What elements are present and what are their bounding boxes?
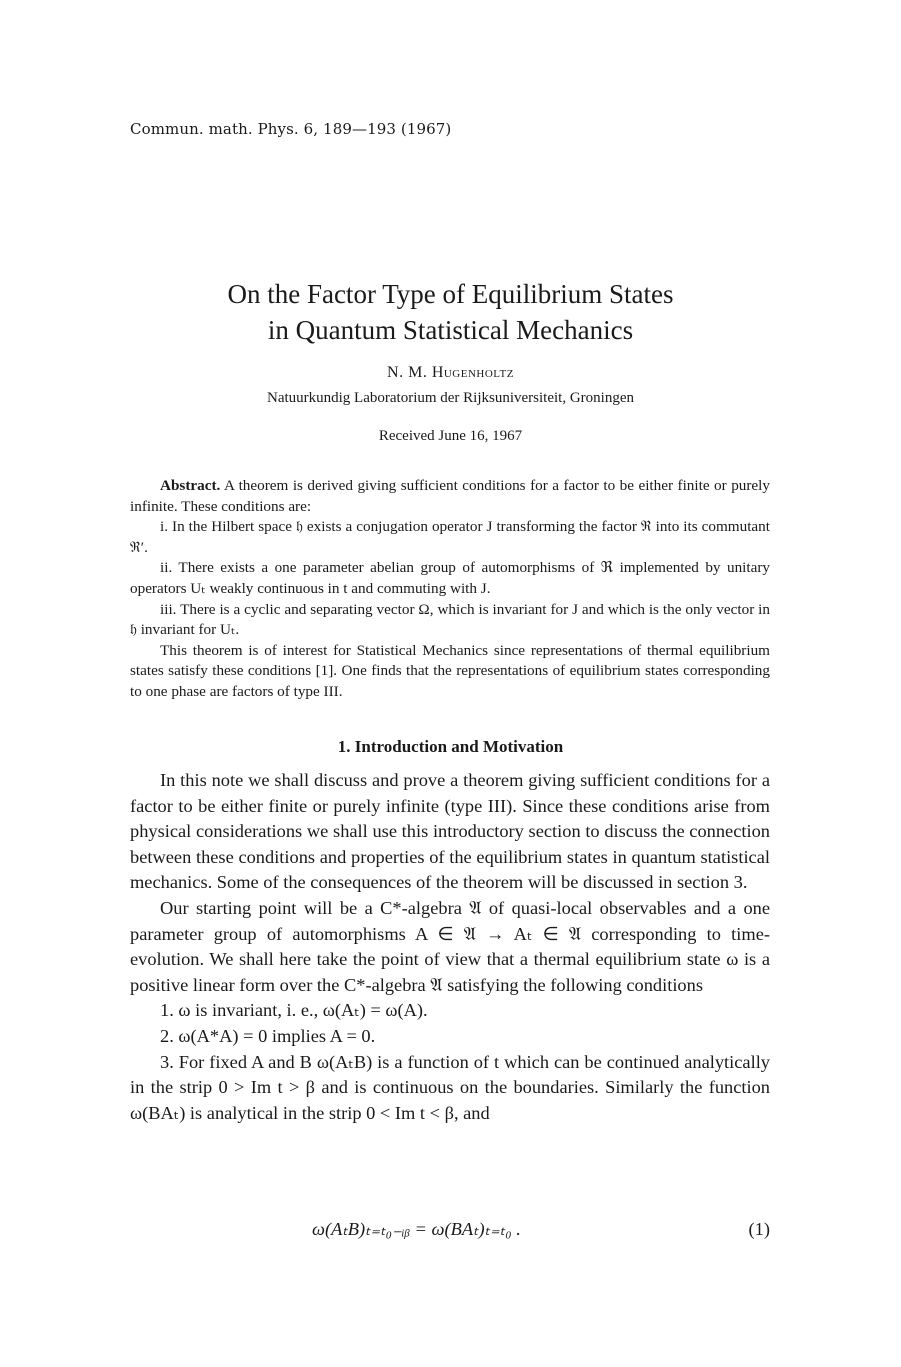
journal-reference: Commun. math. Phys. 6, 189—193 (1967) <box>130 120 452 138</box>
condition-2: 2. ω(A*A) = 0 implies A = 0. <box>160 1025 376 1046</box>
abstract-paragraph-1 <box>130 476 770 517</box>
paper-title <box>0 276 901 348</box>
title-line-2: in Quantum Statistical Mechanics <box>267 315 634 345</box>
abstract <box>130 476 770 703</box>
abstract-condition-i: i. In the Hilbert space 𝔥 exists a conjugation operator J transforming the factor ℜ into its commutant ℜ′. <box>130 518 770 556</box>
title-line-1: On the Factor Type of Equilibrium States <box>227 279 674 309</box>
author-affiliation: Natuurkundig Laboratorium der Rijksuniversiteit, Groningen <box>266 390 634 406</box>
equation-formula: ω(AₜB)ₜ₌ₜ₀₋ᵢᵦ = ω(BAₜ)ₜ₌ₜ₀ . <box>312 1219 521 1239</box>
abstract-condition-ii: ii. There exists a one parameter abelian group of automorphisms of ℜ implemented by unitary operators Uₜ weakly continuous in t and commuting with J. <box>130 559 770 597</box>
section-heading: 1. Introduction and Motivation <box>337 737 564 756</box>
condition-3: 3. For fixed A and B ω(AₜB) is a function of t which can be continued analytically in the strip 0 > Im t > β and is continuous on the boundaries. Similarly the function ω(BAₜ) is analytical in the strip 0 < Im t < β, and <box>130 1051 770 1123</box>
author-name: N. M. Hugenholtz <box>387 364 514 381</box>
abstract-text: A theorem is derived giving sufficient conditions for a factor to be either finite or purely infinite. These conditions are: <box>130 477 770 515</box>
equation-number: (1) <box>748 1219 770 1239</box>
abstract-label: Abstract. <box>160 477 221 494</box>
received-date: Received June 16, 1967 <box>378 428 523 444</box>
body-paragraph-1: In this note we shall discuss and prove a theorem giving sufficient conditions for a factor to be either finite or purely infinite (type III). Since these conditions arise from physical considerations we shall use this introductory section to discuss the connection between these conditions and properties of the equilibrium states in quantum statistical mechanics. Some of the consequences of the theorem will be discussed in section 3. <box>130 770 770 893</box>
abstract-paragraph-final: This theorem is of interest for Statistical Mechanics since representations of thermal equilibrium states satisfy these conditions [1]. One finds that the representations of equilibrium states corresponding to one phase are factors of type III. <box>130 641 770 700</box>
body-paragraph-2: Our starting point will be a C*-algebra 𝔄 of quasi-local observables and a one parameter group of automorphisms A ∈ 𝔄 → Aₜ ∈ 𝔄 corresponding to time-evolution. We shall here take the point of view that a thermal equilibrium state ω is a positive linear form over the C*-algebra 𝔄 satisfying the following conditions <box>130 897 770 995</box>
section-body <box>130 768 770 1126</box>
abstract-condition-iii: iii. There is a cyclic and separating vector Ω, which is invariant for J and which is the only vector in 𝔥 invariant for Uₜ. <box>130 600 770 639</box>
condition-1: 1. ω is invariant, i. e., ω(Aₜ) = ω(A). <box>160 1000 428 1021</box>
equation-1 <box>130 1219 770 1245</box>
